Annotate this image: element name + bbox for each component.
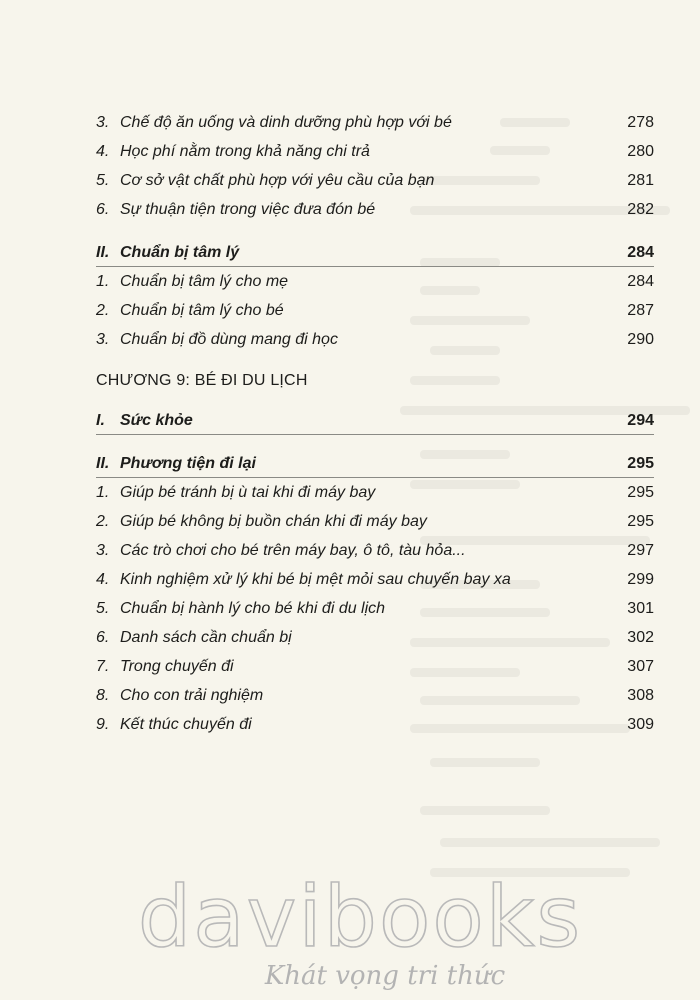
- watermark-slogan: Khát vọng tri thức: [264, 961, 506, 991]
- entry-page: 299: [627, 571, 654, 588]
- entry-title: Chế độ ăn uống và dinh dưỡng phù hợp với bé: [120, 114, 452, 131]
- entry-number: 3.: [96, 114, 110, 131]
- entry-title: Sự thuận tiện trong việc đưa đón bé: [120, 201, 376, 218]
- entry-number: 4.: [96, 143, 110, 160]
- toc-entry[interactable]: [96, 108, 654, 137]
- chapter-heading[interactable]: CHƯƠNG 9: BÉ ĐI DU LỊCH: [96, 372, 308, 389]
- entry-number: 3.: [96, 542, 110, 559]
- section-page: 295: [627, 455, 654, 472]
- table-of-contents: [96, 108, 654, 739]
- entry-page: 308: [627, 687, 654, 704]
- entry-page: 302: [627, 629, 654, 646]
- entry-title: Chuẩn bị đồ dùng mang đi học: [120, 331, 338, 348]
- entry-page: 301: [627, 600, 654, 617]
- entry-number: 8.: [96, 687, 110, 704]
- toc-entry[interactable]: [96, 478, 654, 507]
- toc-entry[interactable]: [96, 166, 654, 195]
- entry-number: 3.: [96, 331, 110, 348]
- entry-title: Chuẩn bị tâm lý cho bé: [120, 302, 284, 319]
- toc-entry[interactable]: [96, 195, 654, 224]
- entry-number: 1.: [96, 273, 110, 290]
- entry-number: 5.: [96, 172, 110, 189]
- entry-page: 307: [627, 658, 654, 675]
- toc-entry[interactable]: [96, 296, 654, 325]
- entry-number: 5.: [96, 600, 110, 617]
- entry-page: 280: [627, 143, 654, 160]
- entry-title: Cơ sở vật chất phù hợp với yêu cầu của bạn: [120, 172, 435, 189]
- entry-number: 1.: [96, 484, 110, 501]
- toc-entry[interactable]: [96, 267, 654, 296]
- section-number: II.: [96, 455, 110, 472]
- entry-title: Chuẩn bị hành lý cho bé khi đi du lịch: [120, 600, 386, 617]
- entry-title: Danh sách cần chuẩn bị: [120, 629, 292, 646]
- entry-number: 9.: [96, 716, 110, 733]
- toc-section-transport[interactable]: [96, 449, 654, 478]
- entry-page: 278: [627, 114, 654, 131]
- entry-page: 295: [627, 513, 654, 530]
- toc-entry[interactable]: [96, 536, 654, 565]
- watermark: [0, 868, 700, 991]
- entry-page: 297: [627, 542, 654, 559]
- entry-title: Các trò chơi cho bé trên máy bay, ô tô, tàu hỏa...: [120, 542, 466, 559]
- entry-number: 4.: [96, 571, 110, 588]
- entry-page: 282: [627, 201, 654, 218]
- section-number: I.: [96, 412, 105, 429]
- toc-entry[interactable]: [96, 565, 654, 594]
- section-number: II.: [96, 244, 110, 261]
- entry-title: Trong chuyến đi: [120, 658, 234, 675]
- toc-section-health[interactable]: [96, 406, 654, 435]
- watermark-logo: davibooks: [137, 868, 583, 966]
- entry-page: 290: [627, 331, 654, 348]
- entry-page: 287: [627, 302, 654, 319]
- entry-number: 2.: [96, 513, 110, 530]
- toc-entry[interactable]: [96, 681, 654, 710]
- section-page: 284: [627, 244, 654, 261]
- toc-entry[interactable]: [96, 710, 654, 739]
- section-title: Phương tiện đi lại: [120, 455, 256, 472]
- toc-entry[interactable]: [96, 137, 654, 166]
- entry-page: 295: [627, 484, 654, 501]
- entry-title: Học phí nằm trong khả năng chi trả: [120, 143, 370, 160]
- entry-number: 6.: [96, 629, 110, 646]
- entry-page: 284: [627, 273, 654, 290]
- entry-number: 6.: [96, 201, 110, 218]
- entry-number: 2.: [96, 302, 110, 319]
- section-page: 294: [627, 412, 654, 429]
- entry-page: 281: [627, 172, 654, 189]
- toc-section-psychology[interactable]: [96, 238, 654, 267]
- entry-title: Cho con trải nghiệm: [120, 687, 264, 704]
- entry-title: Kinh nghiệm xử lý khi bé bị mệt mỏi sau chuyến bay xa: [120, 571, 511, 588]
- section-title: Sức khỏe: [120, 412, 193, 429]
- toc-entry[interactable]: [96, 325, 654, 354]
- toc-entry[interactable]: [96, 594, 654, 623]
- toc-entry[interactable]: [96, 507, 654, 536]
- entry-page: 309: [627, 716, 654, 733]
- entry-title: Giúp bé không bị buồn chán khi đi máy bay: [120, 513, 427, 530]
- section-title: Chuẩn bị tâm lý: [120, 244, 240, 261]
- entry-title: Giúp bé tránh bị ù tai khi đi máy bay: [120, 484, 376, 501]
- toc-entry[interactable]: [96, 623, 654, 652]
- toc-entry[interactable]: [96, 652, 654, 681]
- entry-title: Chuẩn bị tâm lý cho mẹ: [120, 273, 289, 290]
- entry-title: Kết thúc chuyến đi: [120, 716, 252, 733]
- entry-number: 7.: [96, 658, 110, 675]
